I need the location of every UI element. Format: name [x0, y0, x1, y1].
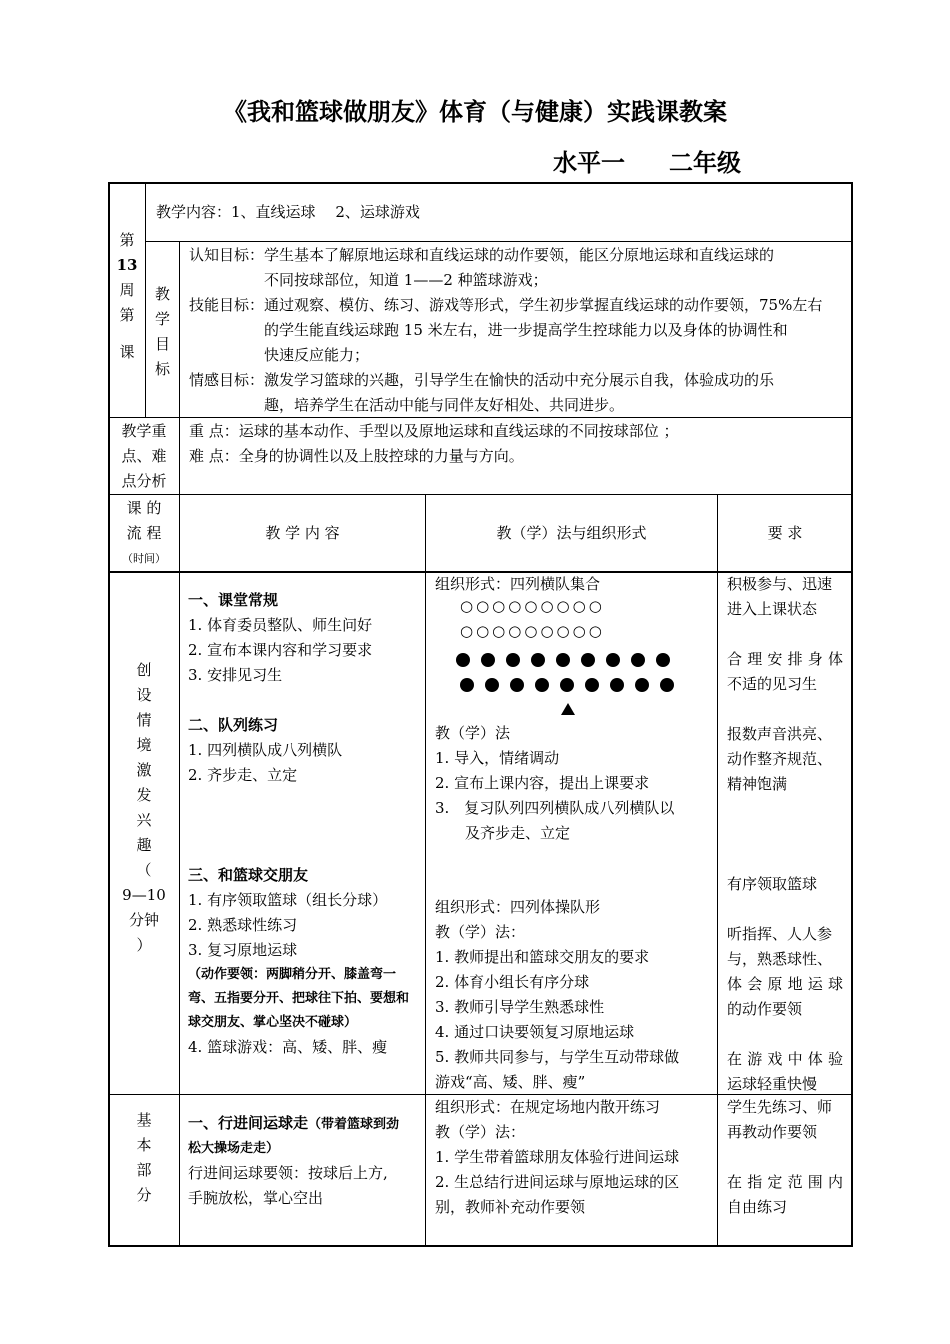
section2-title-note: 松大操场走走）: [188, 1141, 280, 1156]
section1-label-char: ）: [136, 936, 152, 954]
goal-line: 不同按球部位，知道 1——2 种篮球游戏；: [189, 271, 548, 289]
content-line: 2. 宣布本课内容和学习要求: [188, 641, 373, 659]
method-line: 2. 体育小组长有序分球: [435, 973, 590, 991]
vline: [717, 495, 718, 1246]
req-line: 动作整齐规范、: [727, 750, 833, 768]
formation-row-filled: [456, 652, 681, 671]
req-line: 合理安排身体: [727, 650, 843, 668]
week-char: [109, 328, 145, 340]
formation-row-filled: [460, 677, 685, 696]
method-line: 教（学）法：: [435, 923, 526, 941]
req-line: [727, 822, 843, 847]
req-line: 进入上课状态: [727, 600, 818, 618]
level-label: 水平一: [553, 149, 625, 177]
content-line: 1. 有序领取篮球（组长分球）: [188, 891, 388, 909]
week-char: 第: [119, 231, 135, 249]
req-line: [727, 797, 843, 822]
goals-char: 教: [154, 285, 170, 303]
section1-method-b: [435, 895, 679, 1095]
keypoints-label-line: 点分析: [121, 472, 167, 490]
col-header-requirement: 要 求: [767, 524, 803, 542]
document-title: 《我和篮球做朋友》体育（与健康）实践课教案: [223, 98, 727, 126]
content-line: [188, 813, 409, 863]
flow-header-line: 课 的: [126, 499, 162, 517]
col-header-flow: [112, 496, 176, 571]
teacher-position-icon: [561, 703, 575, 715]
req-line: 在指定范围内: [727, 1173, 843, 1191]
content-line: 2. 熟悉球性练习: [188, 916, 298, 934]
req-line: 精神饱满: [727, 775, 788, 793]
req-line: 体会原地运球: [727, 975, 843, 993]
section2-requirements: [727, 1095, 843, 1220]
keypoints-text: [189, 419, 679, 469]
goals-char: 目: [154, 335, 170, 353]
goal-lines: [189, 243, 822, 418]
section2-title: 一、行进间运球走: [188, 1114, 309, 1132]
flow-header-line: 流 程: [126, 524, 162, 542]
method-line: 5. 教师共同参与，与学生互动带球做: [435, 1048, 680, 1066]
section2-label-char: 分: [136, 1186, 152, 1204]
goals-char: 标: [154, 360, 170, 378]
level-grade: [553, 143, 741, 178]
req-line: 再教动作要领: [727, 1123, 818, 1141]
section1-label-char: 创: [136, 661, 152, 679]
goal-line: 情感目标：激发学习篮球的兴趣，引导学生在愉快的活动中充分展示自我，体验成功的乐: [189, 371, 775, 389]
content-line-note: 弯、五指要分开、把球往下拍、要想和: [188, 991, 410, 1006]
section2-label-char: 基: [136, 1111, 152, 1129]
week-label: [109, 228, 145, 365]
col-header-content: 教 学 内 容: [265, 524, 340, 542]
req-line: 的动作要领: [727, 1000, 803, 1018]
section1-label-char: 发: [136, 786, 152, 804]
content-line: 2. 齐步走、立定: [188, 766, 298, 784]
col-header-method: 教（学）法与组织形式: [496, 524, 647, 542]
section1-label-char: 趣: [136, 836, 152, 854]
req-line: 运球轻重快慢: [727, 1075, 818, 1093]
section1-label-char: （: [136, 861, 152, 879]
req-line: [727, 622, 843, 647]
section1-content: [188, 588, 409, 1060]
hline: [109, 494, 852, 495]
goal-line: 快速反应能力；: [189, 346, 370, 364]
content-line: [188, 688, 409, 713]
method-line: 4. 通过口诀要领复习原地运球: [435, 1023, 635, 1041]
keypoints-label-line: 教学重: [121, 422, 167, 440]
section1-requirements: [727, 572, 843, 1097]
method-line: 别，教师补充动作要领: [435, 1198, 586, 1216]
content-line: 1. 体育委员整队、师生问好: [188, 616, 373, 634]
method-line: 2. 生总结行进间运球与原地运球的区: [435, 1173, 680, 1191]
section2-content: [188, 1111, 399, 1211]
req-line: 有序领取篮球: [727, 875, 818, 893]
content-line: 二、队列练习: [188, 716, 279, 734]
method-line: 3. 教师引导学生熟悉球性: [435, 998, 605, 1016]
goals-char: 学: [154, 310, 170, 328]
section1-label-char: 激: [136, 761, 152, 779]
section1-label-char: 设: [136, 686, 152, 704]
method-org-form: 组织形式：四列横队集合: [435, 575, 601, 593]
keypoints-label-line: 点、难: [121, 447, 167, 465]
goal-line: 的学生能直线运球跑 15 米左右，进一步提高学生控球能力以及身体的协调性和: [189, 321, 788, 339]
req-line: [727, 697, 843, 722]
teaching-content: 教学内容：1、直线运球 2、运球游戏: [156, 203, 420, 221]
week-number: 13: [116, 256, 138, 274]
section1-label-char: 境: [136, 736, 152, 754]
section1-method-a: [435, 721, 674, 846]
section1-label-char: 情: [136, 711, 152, 729]
section2-title-note: （带着篮球到劲: [308, 1117, 400, 1132]
method-line: 教（学）法: [435, 724, 511, 742]
keypoints-label: [112, 419, 176, 494]
req-line: 报数声音洪亮、: [727, 725, 833, 743]
section2-label: [109, 1108, 179, 1208]
content-line-note: 球交朋友、掌心坚决不碰球）: [188, 1015, 358, 1030]
method-line: 1. 教师提出和篮球交朋友的要求: [435, 948, 650, 966]
difficult-point: 难 点：全身的协调性以及上肢控球的力量与方向。: [189, 447, 524, 465]
hline: [146, 241, 852, 242]
req-line: 积极参与、迅速: [727, 575, 833, 593]
section1-label-char: 分钟: [128, 911, 159, 929]
method-line: 游戏“高、矮、胖、瘦”: [435, 1073, 586, 1091]
content-line-note: （动作要领：两脚稍分开、膝盖弯一: [188, 967, 397, 982]
req-line: [727, 897, 843, 922]
week-char: 周: [119, 281, 135, 299]
formation-row-open: ○○○○○○○○○: [460, 622, 605, 640]
goal-line: 认知目标：学生基本了解原地运球和直线运球的动作要领，能区分原地运球和直线运球的: [189, 246, 775, 264]
req-line: 不适的见习生: [727, 675, 818, 693]
goal-line: 趣，培养学生在活动中能与同伴友好相处、共同进步。: [189, 396, 625, 414]
goals-label: [146, 282, 179, 382]
req-line: 听指挥、人人参: [727, 925, 833, 943]
content-line: 三、和篮球交朋友: [188, 866, 309, 884]
method-line: 及齐步走、立定: [435, 824, 571, 842]
vline: [179, 242, 180, 417]
week-char: 课: [119, 343, 135, 361]
section1-label-char: 9—10: [122, 886, 166, 904]
week-char: 第: [119, 306, 135, 324]
content-line: 1. 四列横队成八列横队: [188, 741, 343, 759]
method-line: 1. 学生带着篮球朋友体验行进间运球: [435, 1148, 680, 1166]
content-line: 4. 篮球游戏：高、矮、胖、瘦: [188, 1038, 388, 1056]
formation-row-open: ○○○○○○○○○: [460, 597, 605, 615]
req-line: [727, 1022, 843, 1047]
goal-line: 技能目标：通过观察、模仿、练习、游戏等形式，学生初步掌握直线运球的动作要领，75%左右: [189, 296, 823, 314]
method-line: 2. 宣布上课内容，提出上课要求: [435, 774, 650, 792]
section2-label-char: 本: [136, 1136, 152, 1154]
section1-label-char: 兴: [136, 811, 152, 829]
content-line: 3. 复习原地运球: [188, 941, 298, 959]
method-line: 1. 导入，情绪调动: [435, 749, 560, 767]
section2-method: [435, 1095, 679, 1220]
content-line: [188, 788, 409, 813]
content-line: 手腕放松，掌心空出: [188, 1189, 324, 1207]
req-line: 自由练习: [727, 1198, 788, 1216]
req-line: 在游戏中体验: [727, 1050, 843, 1068]
method-line: 组织形式：在规定场地内散开练习: [435, 1098, 661, 1116]
grade-label: 二年级: [669, 149, 741, 177]
method-line: 教（学）法：: [435, 1123, 526, 1141]
method-line: 3. 复习队列四列横队成八列横队以: [435, 799, 675, 817]
method-line: 组织形式：四列体操队形: [435, 898, 601, 916]
section1-label: [109, 658, 179, 958]
req-line: 与，熟悉球性、: [727, 950, 833, 968]
section2-label-char: 部: [136, 1161, 152, 1179]
flow-header-time: （时间）: [122, 552, 166, 565]
req-line: 学生先练习、师: [727, 1098, 833, 1116]
vline: [425, 495, 426, 1246]
req-line: [727, 1145, 843, 1170]
key-point: 重 点：运球的基本动作、手型以及原地运球和直线运球的不同按球部位 ；: [189, 422, 679, 440]
content-line: 3. 安排见习生: [188, 666, 283, 684]
content-line: 行进间运球要领：按球后上方,: [188, 1164, 388, 1182]
content-line: 一、课堂常规: [188, 591, 279, 609]
req-line: [727, 847, 843, 872]
